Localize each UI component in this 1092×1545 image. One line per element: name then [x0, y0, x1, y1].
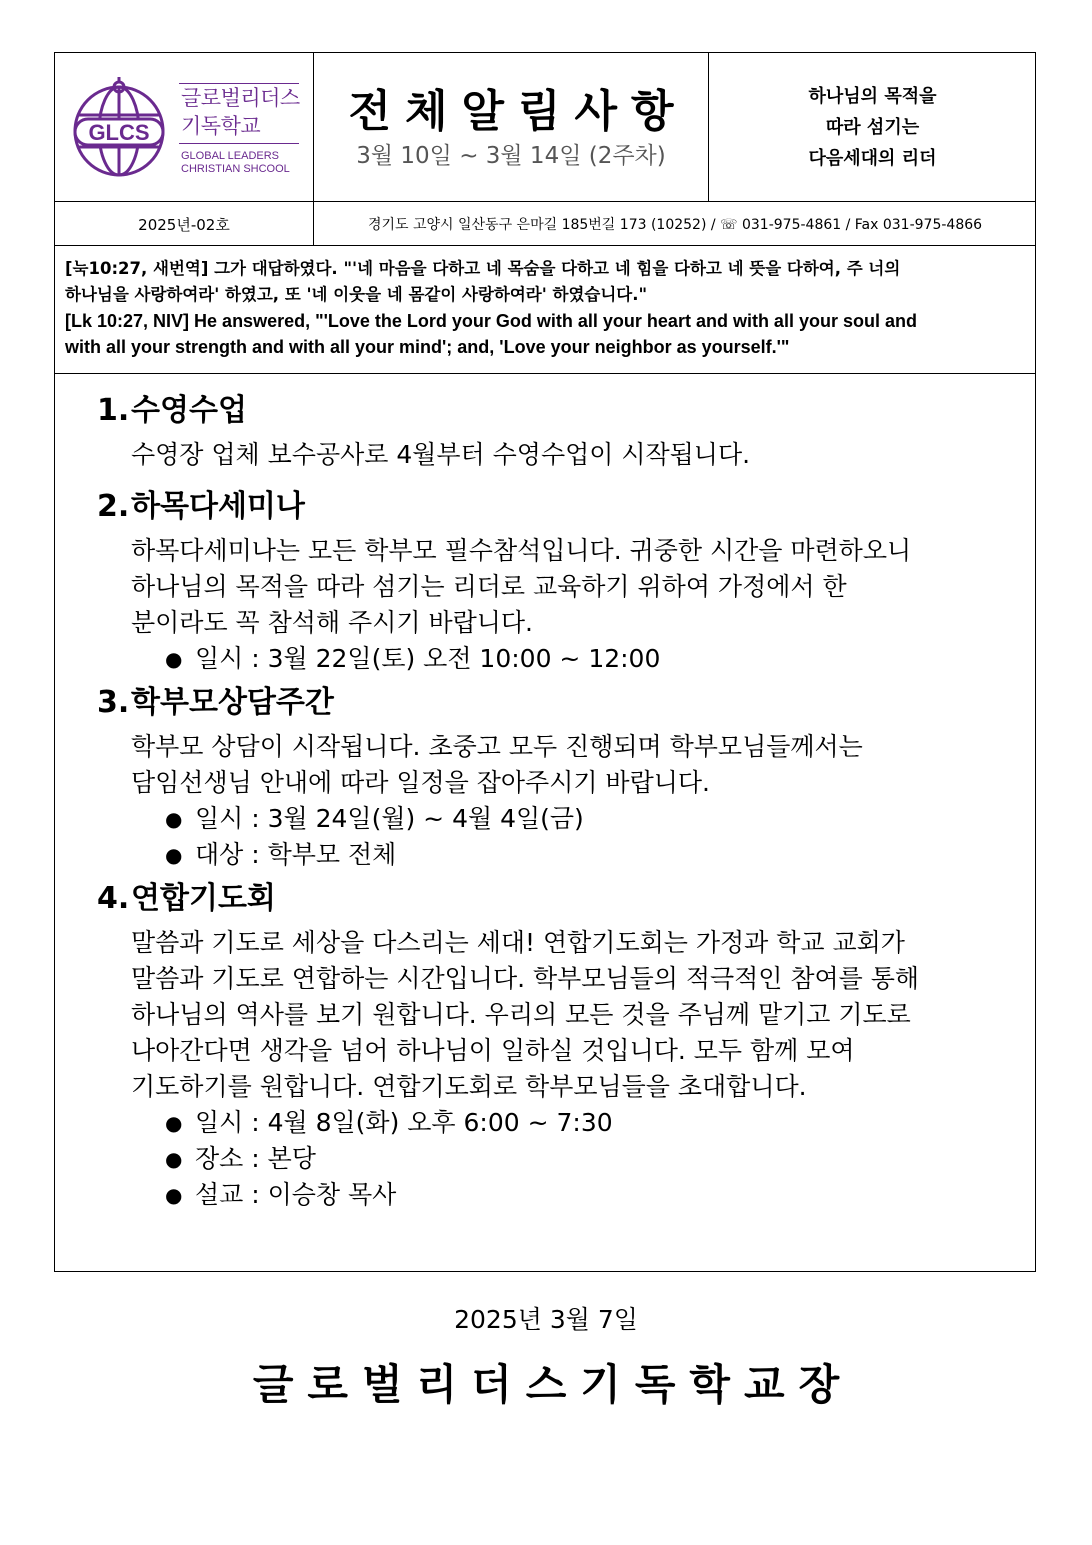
section-number: 4. — [97, 881, 130, 916]
section-title: 연합기도회 — [131, 881, 276, 916]
list-item — [165, 641, 1017, 677]
bullet-text: 일시 : 4월 8일(화) 오후 6:00 ~ 7:30 — [195, 1108, 613, 1137]
logo-abbr: GLCS — [88, 120, 150, 145]
issue-number: 2025년-02호 — [138, 215, 230, 234]
section-heading — [97, 389, 1017, 433]
logo-name-en-2: CHRISTIAN SHCOOL — [181, 163, 290, 175]
logo-name-en-1: GLOBAL LEADERS — [181, 150, 280, 162]
bullet-icon: ● — [165, 843, 183, 867]
notice-content — [97, 389, 1017, 1213]
bullet-icon: ● — [165, 807, 183, 831]
logo-name-ko-2: 기독학교 — [181, 114, 261, 138]
section-body — [131, 533, 1017, 641]
bullet-icon: ● — [165, 1183, 183, 1207]
body-line: 기도하기를 원합니다. 연합기도회로 학부모님들을 초대합니다. — [131, 1072, 807, 1101]
body-line: 담임선생님 안내에 따라 일정을 잡아주시기 바랍니다. — [131, 768, 710, 797]
notice-section — [97, 389, 1017, 473]
bullet-text: 설교 : 이승창 목사 — [195, 1180, 397, 1209]
bullet-icon: ● — [165, 1147, 183, 1171]
body-line: 하나님의 역사를 보기 원합니다. 우리의 모든 것을 주님께 맡기고 기도로 — [131, 1000, 911, 1029]
notice-section — [97, 877, 1017, 1213]
section-body — [131, 729, 1017, 801]
bullet-icon: ● — [165, 647, 183, 671]
section-number: 3. — [97, 685, 130, 720]
section-body — [131, 437, 1017, 473]
issue-date: 2025년 3월 7일 — [454, 1305, 638, 1334]
list-item — [165, 801, 1017, 837]
body-line: 말씀과 기도로 연합하는 시간입니다. 학부모님들의 적극적인 참여를 통해 — [131, 964, 920, 993]
bullet-list — [165, 801, 1017, 873]
divider — [179, 143, 299, 144]
logo-name-ko-1: 글로벌리더스 — [181, 86, 300, 110]
bullet-list — [165, 641, 1017, 677]
body-line: 하나님의 목적을 따라 섬기는 리더로 교육하기 위하여 가정에서 한 — [131, 572, 847, 601]
verse-ko: 하나님을 사랑하여라' 하였고, 또 '네 이웃을 네 몸같이 사랑하여라' 하였습니다." — [65, 285, 648, 304]
list-item — [165, 1141, 1017, 1177]
body-line: 나아간다면 생각을 넘어 하나님이 일하실 것입니다. 모두 함께 모여 — [131, 1036, 855, 1065]
school-address: 경기도 고양시 일산동구 은마길 185번길 173 (10252) / ☏ 031-975-4861 / Fax 031-975-4866 — [367, 217, 983, 233]
school-logo — [69, 75, 309, 185]
section-number: 1. — [97, 393, 130, 428]
list-item — [165, 837, 1017, 873]
section-heading — [97, 877, 1017, 921]
section-title: 학부모상담주간 — [131, 685, 334, 720]
bible-verse — [55, 246, 1035, 374]
notice-section — [97, 485, 1017, 677]
week-range: 3월 10일 ~ 3월 14일 (2주차) — [356, 143, 666, 169]
body-line: 학부모 상담이 시작됩니다. 초중고 모두 진행되며 학부모님들께서는 — [131, 732, 863, 761]
list-item — [165, 1105, 1017, 1141]
globe-cross-icon — [69, 75, 173, 179]
section-heading — [97, 681, 1017, 725]
body-line: 수영장 업체 보수공사로 4월부터 수영수업이 시작됩니다. — [131, 440, 751, 469]
list-item — [165, 1177, 1017, 1213]
title-cell — [314, 53, 708, 202]
bullet-icon: ● — [165, 1111, 183, 1135]
section-heading — [97, 485, 1017, 529]
notice-section — [97, 681, 1017, 873]
body-line: 분이라도 꼭 참석해 주시기 바랍니다. — [131, 608, 533, 637]
section-title: 하목다세미나 — [131, 489, 305, 524]
principal-signature: 글로벌리더스기독학교장 — [252, 1360, 854, 1409]
verse-en: [Lk 10:27, NIV] He answered, "'Love the Lord your God with all your heart and with all your soul and — [65, 311, 917, 331]
motto-line: 따라 섬기는 — [825, 117, 920, 138]
section-title: 수영수업 — [131, 393, 247, 428]
section-body — [131, 925, 1017, 1105]
bullet-list — [165, 1105, 1017, 1213]
page-title: 전체알림사항 — [348, 86, 688, 137]
body-line: 하목다세미나는 모든 학부모 필수참석입니다. 귀중한 시간을 마련하오니 — [131, 536, 912, 565]
bullet-text: 대상 : 학부모 전체 — [195, 840, 397, 869]
school-motto — [709, 53, 1036, 202]
bullet-text: 장소 : 본당 — [195, 1144, 316, 1173]
body-line: 말씀과 기도로 세상을 다스리는 세대! 연합기도회는 가정과 학교 교회가 — [131, 928, 905, 957]
motto-line: 하나님의 목적을 — [808, 86, 937, 107]
divider — [179, 83, 299, 84]
motto-line: 다음세대의 리더 — [808, 148, 937, 169]
bullet-text: 일시 : 3월 24일(월) ~ 4월 4일(금) — [195, 804, 584, 833]
verse-ko: [눅10:27, 새번역] 그가 대답하였다. "'네 마음을 다하고 네 목숨을 다하고 네 힘을 다하고 네 뜻을 다하여, 주 너의 — [65, 259, 901, 278]
section-number: 2. — [97, 489, 130, 524]
bullet-text: 일시 : 3월 22일(토) 오전 10:00 ~ 12:00 — [195, 644, 661, 673]
notice-frame — [54, 52, 1036, 1272]
verse-en: with all your strength and with all your mind'; and, 'Love your neighbor as yourself.'" — [65, 337, 790, 357]
